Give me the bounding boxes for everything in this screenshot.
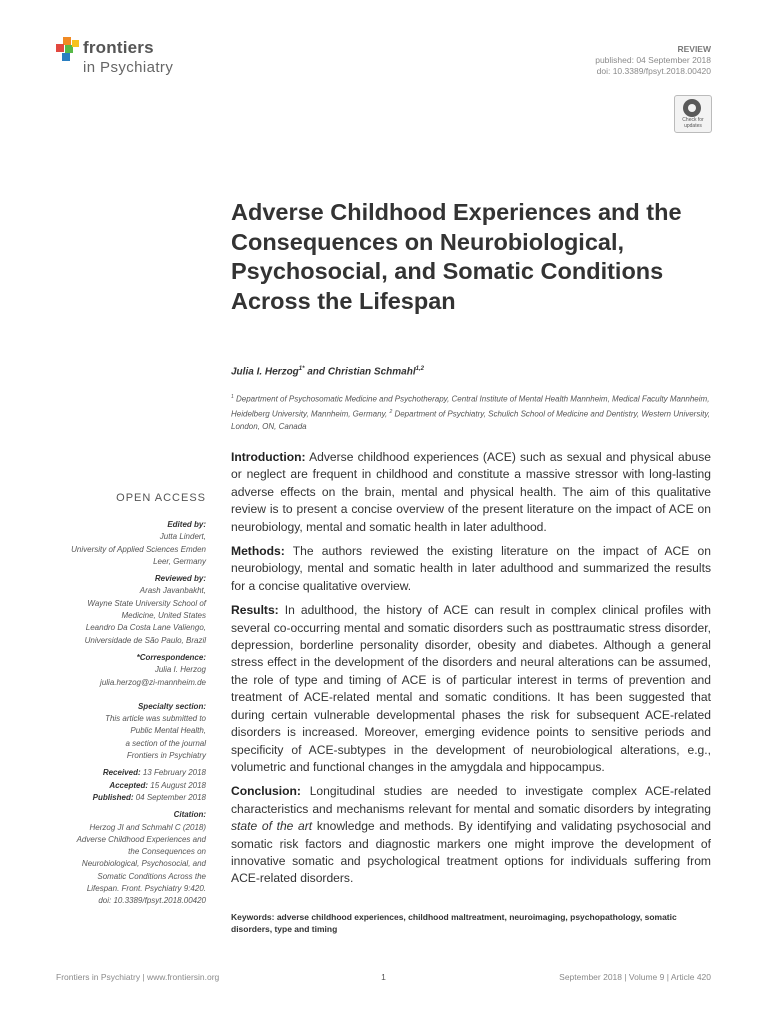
citation-line: Adverse Childhood Experiences and [76, 834, 206, 844]
specialty-line: Public Mental Health, [130, 726, 206, 736]
citation-line: Somatic Conditions Across the [97, 871, 206, 881]
citation-block [40, 809, 206, 907]
reviewed-by-heading: Reviewed by: [154, 574, 206, 584]
article-sidebar [40, 519, 206, 913]
check-for-updates-label: Check for updates [682, 117, 704, 129]
abstract-methods [231, 543, 711, 595]
published-date: Published: 04 September 2018 [92, 792, 206, 802]
crossmark-icon [683, 99, 701, 117]
abstract-conclusion [231, 783, 711, 887]
journal-name: in Psychiatry [83, 59, 174, 76]
author-affiliation-sup: 1* [298, 366, 305, 372]
open-access-label: OPEN ACCESS [116, 492, 206, 504]
edited-by-heading: Edited by: [167, 520, 206, 529]
correspondence-email[interactable]: julia.herzog@zi-mannheim.de [100, 677, 206, 687]
author-list [231, 366, 424, 377]
affiliation-sup: 2 [389, 409, 393, 416]
reviewed-by-block [40, 573, 206, 647]
reviewer-line[interactable]: Arash Javanbakht, [139, 586, 206, 596]
accepted-date: Accepted: 15 August 2018 [109, 780, 206, 790]
page-number: 1 [381, 972, 386, 982]
footer-journal-link[interactable]: Frontiers in Psychiatry | www.frontiersin.org [56, 972, 220, 982]
affiliations [231, 391, 711, 434]
specialty-block [40, 701, 206, 762]
journal-logo[interactable] [56, 32, 216, 82]
correspondence-name: Julia I. Herzog [154, 665, 206, 675]
section-text: In adulthood, the history of ACE can result in complex clinical profiles with several co-occurring mental and somatic disorders such as posttraumatic stress disorder, depression, borderline personality disorder, obesity and diabetes. Although a general stress effect in the development of the disorders and neural alterations can be assumed, the role of type and timing of ACE is of particular interest in terms of prevention and treatment of ACE-related mental and somatic conditions. It has been suggested that during certain vulnerable developmental phases the risk for subsequent ACE-related disorders is increased. Moreover, emerging evidence points to sensitive periods and specificity of ACE-subtypes in the development of neurobiological alterations, e.g., volumetric and functional changes in the amygdala and hippocampus. [231, 603, 711, 774]
author-affiliation-sup: 1,2 [415, 366, 424, 372]
correspondence-block [40, 652, 206, 689]
check-for-updates-button[interactable] [674, 95, 712, 133]
keywords: Keywords: adverse childhood experiences, childhood maltreatment, neuroimaging, psychopathology, somatic disorders, type and timing [231, 912, 677, 934]
specialty-line: a section of the journal [125, 738, 206, 748]
correspondence-heading: *Correspondence: [136, 652, 206, 662]
dates-block [40, 767, 206, 804]
section-heading: Results: [231, 603, 279, 618]
author-conjunction: and [304, 366, 328, 378]
affiliation-text: Department of Psychiatry, Schulich School of Medicine and Dentistry, Western University, London, ON, Canada [231, 409, 710, 432]
citation-line: Lifespan. Front. Psychiatry 9:420. [86, 884, 206, 894]
section-heading: Methods: [231, 544, 285, 559]
doi-link[interactable]: doi: 10.3389/fpsyt.2018.00420 [596, 66, 711, 76]
received-date: Received: 13 February 2018 [102, 768, 206, 778]
edited-by-block [40, 519, 206, 568]
editor-line: University of Applied Sciences Emden [71, 544, 206, 554]
specialty-heading: Specialty section: [137, 701, 206, 711]
citation-heading: Citation: [173, 810, 206, 820]
editor-line[interactable]: Jutta Lindert, [159, 532, 206, 542]
specialty-line: Frontiers in Psychiatry [126, 751, 206, 761]
section-text: The authors reviewed the existing literature on the impact of ACE on neurobiology, mental and somatic health in later adulthood and summarized the results for a concise qualitative overview. [231, 544, 711, 593]
section-text: Longitudinal studies are needed to investigate complex ACE-related characteristics and mechanisms relevant for mental and somatic disorders by integrating [231, 784, 711, 816]
citation-line: Neurobiological, Psychosocial, and [81, 859, 206, 869]
author-link[interactable]: Christian Schmahl [327, 366, 416, 378]
abstract-results [231, 602, 711, 776]
abstract [231, 449, 711, 895]
author-link[interactable]: Julia I. Herzog [231, 366, 299, 378]
section-text: knowledge and methods. By identifying and validating psychosocial and somatic risk factors and diagnostic markers one might improve the development of innovative somatic and psychological treatment options for individuals suffering from ACE-related disorders. [231, 819, 711, 886]
citation-line: Herzog JI and Schmahl C (2018) [89, 822, 206, 832]
article-meta-header [595, 44, 711, 77]
citation-doi[interactable]: doi: 10.3389/fpsyt.2018.00420 [98, 896, 206, 906]
abstract-introduction [231, 449, 711, 536]
affiliation-text: Department of Psychosomatic Medicine and Psychotherapy, Central Institute of Mental Health Mannheim, Medical Faculty Mannheim, Heidelberg University, Mannheim, Germany, [231, 394, 710, 419]
reviewer-line: Wayne State University School of [87, 598, 206, 608]
specialty-line: This article was submitted to [105, 714, 206, 724]
section-text-emphasis: state of the art [231, 819, 313, 834]
article-type: REVIEW [677, 44, 711, 54]
reviewer-line: Universidade de São Paulo, Brazil [84, 635, 206, 645]
footer-issue-info: September 2018 | Volume 9 | Article 420 [559, 972, 711, 982]
publish-date: published: 04 September 2018 [595, 55, 711, 65]
reviewer-line[interactable]: Leandro Da Costa Lane Valiengo, [85, 623, 206, 633]
citation-line: the Consequences on [128, 847, 206, 857]
section-heading: Introduction: [231, 450, 306, 464]
frontiers-logo-icon [56, 36, 80, 62]
journal-brand: frontiers [83, 38, 154, 57]
section-heading: Conclusion: [231, 784, 301, 799]
affiliation-sup: 1 [231, 394, 234, 400]
reviewer-line: Medicine, United States [121, 611, 206, 621]
article-title: Adverse Childhood Experiences and the Consequences on Neurobiological, Psychosocial, and Somatic Conditions Across the Lifespan [231, 199, 682, 314]
editor-line: Leer, Germany [153, 556, 206, 566]
section-text: Adverse childhood experiences (ACE) such as sexual and physical abuse or neglect are frequent in childhood and constitute a massive stressor with long-lasting adverse effects on the brain, mental and physical health. The aim of this qualitative review is to present a concise overview of the present literature on the impact of ACE on neurobiology, mental and somatic health in later adulthood. [231, 450, 711, 534]
